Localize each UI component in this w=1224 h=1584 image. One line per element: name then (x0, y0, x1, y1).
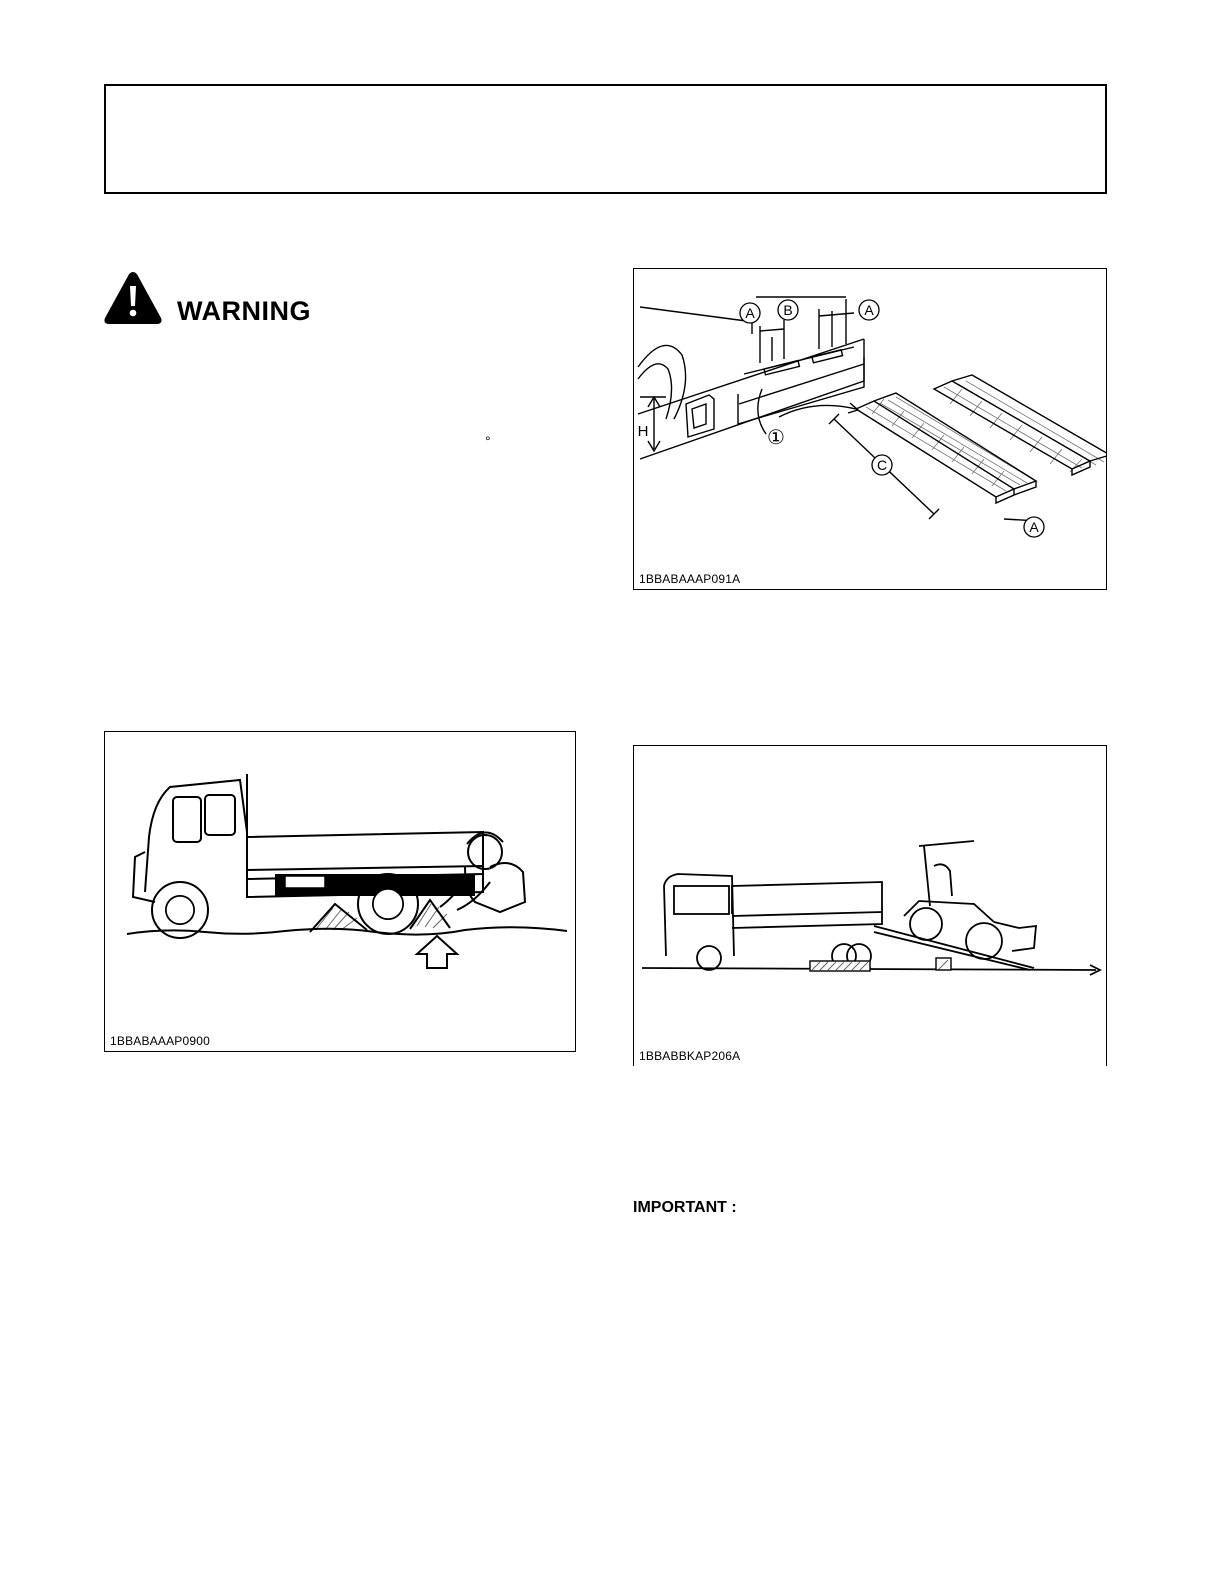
figure-code: 1BBABBKAP206A (639, 1049, 741, 1063)
callout-a-bottom: A (1029, 519, 1039, 535)
loading-illustration (634, 746, 1107, 1066)
loading-figure (633, 745, 1107, 1066)
callout-item-1: ① (767, 427, 785, 449)
warning-label: WARNING (177, 296, 311, 326)
warning-triangle-icon (103, 270, 163, 326)
important-label: IMPORTANT : (633, 1199, 737, 1216)
callout-h: H (637, 423, 649, 440)
callout-a-left: A (745, 305, 755, 321)
figure-code: 1BBABAAAP0900 (110, 1034, 211, 1048)
degree-symbol: ° (485, 433, 491, 449)
callout-a-right: A (864, 302, 874, 318)
wheel-chock-figure (104, 731, 576, 1052)
wheel-chock-illustration (105, 732, 576, 1052)
callout-b: B (783, 302, 793, 318)
callout-c: C (876, 457, 888, 473)
header-frame (104, 84, 1107, 194)
figure-code: 1BBABAAAP091A (639, 572, 741, 586)
ramp-dimensions-figure (633, 268, 1107, 590)
ramp-dimensions-illustration (634, 269, 1107, 590)
